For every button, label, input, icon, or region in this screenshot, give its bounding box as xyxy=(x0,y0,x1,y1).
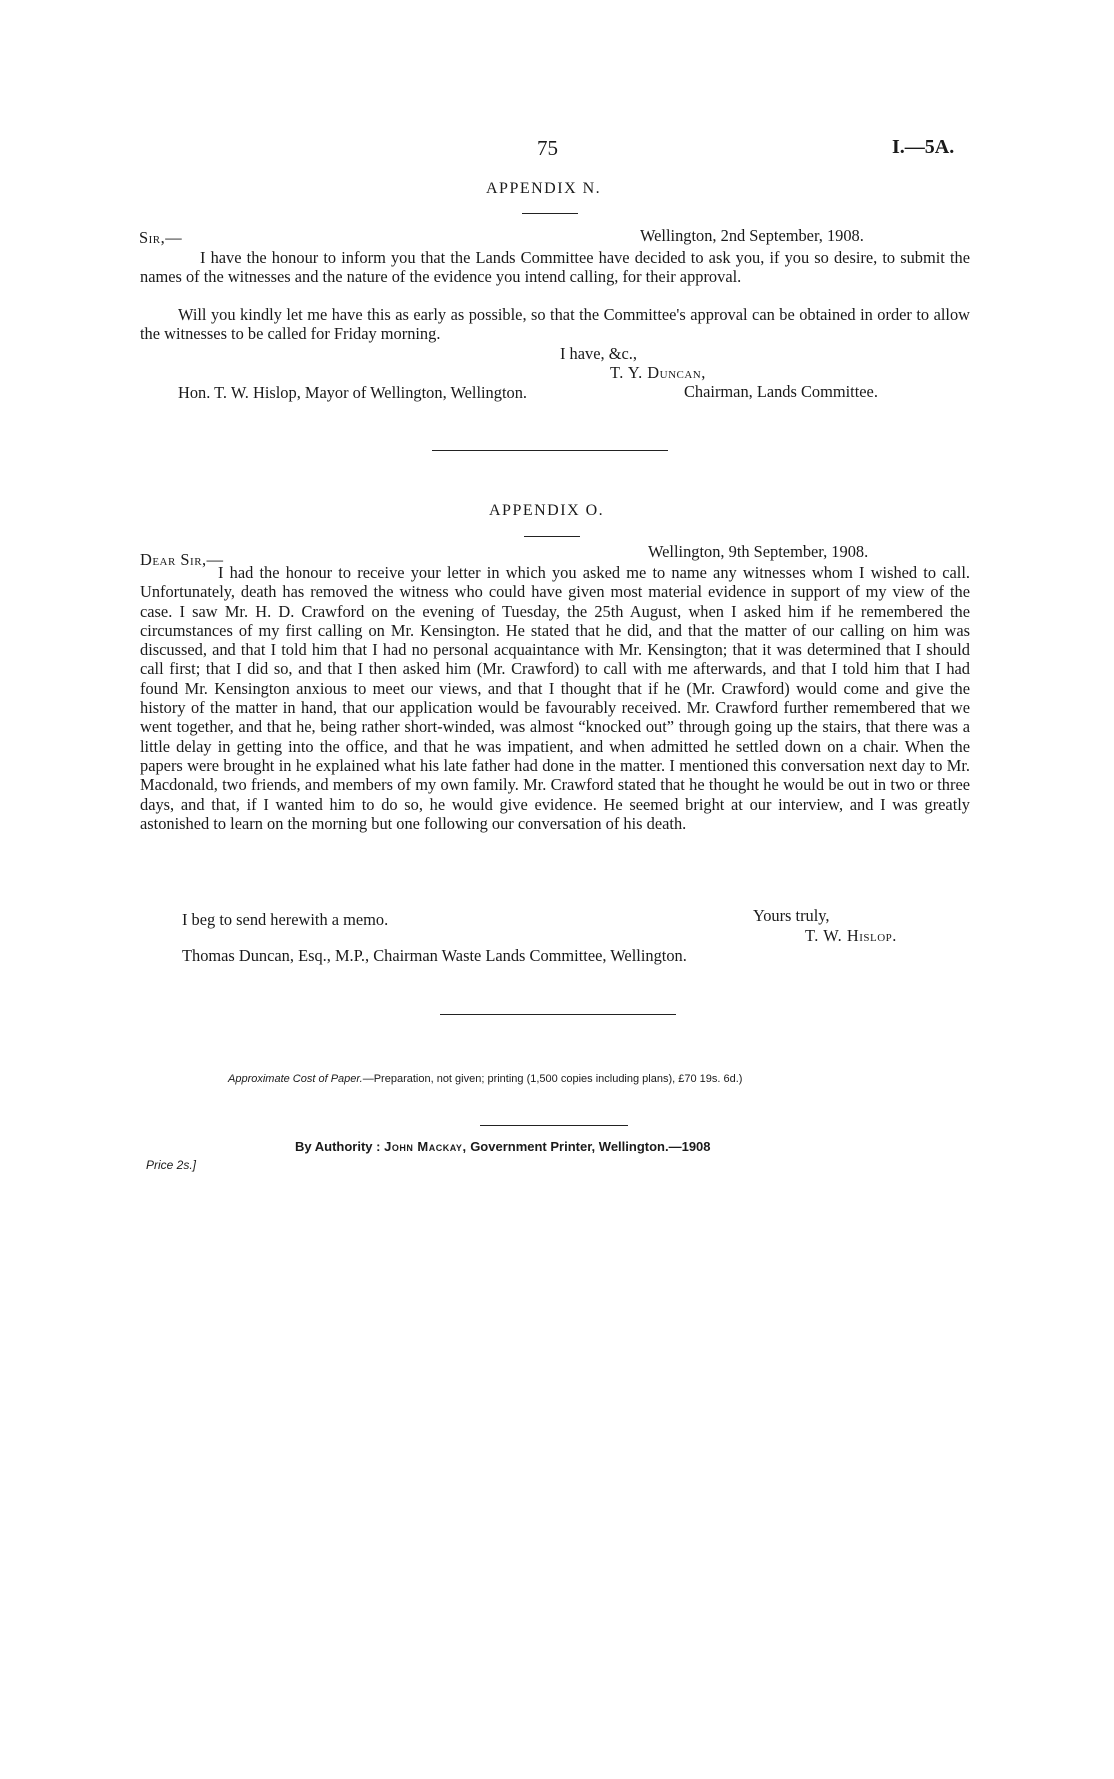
appendix-o-paragraph: I had the honour to receive your letter in which you asked me to name any witnesses whom I wished to call. Unfortunately, death has removed the witness who could have given most material evidence in support of my view of the case. I saw Mr. H. D. Crawford on the evening of Tuesday, the 25th August, when I asked him if he remembered the circumstances of my first calling on Mr. Kensington. He stated that he did, and that the matter of our calling on him was discussed, and that I told him that I had no personal acquaintance with Mr. Kensington; that it was determined that I should call first; that I did so, and that I then asked him (Mr. Crawford) to call with me afterwards, and that I told him that I had found Mr. Kensington anxious to meet our views, and that I thought that if he (Mr. Crawford) would come and give the history of the matter in hand, that our application would be favourably received. Mr. Crawford further remembered that we went together, and that he, being rather short-winded, was almost “knocked out” through going up the stairs, that there was a little delay in getting into the office, and that he was impatient, and when admitted he settled down on a chair. When the papers were brought in he explained what his late father had done in the matter. I mentioned this conversation next day to Mr. Macdonald, two friends, and members of my own family. Mr. Crawford stated that he thought he would be out in two or three days, and that, if I wanted him to do so, he would give evidence. He seemed bright at our interview, and I was greatly astonished to learn on the morning but one following our conversation of his death. xyxy=(140,563,970,833)
appendix-o-salutation: Dear Sir,— xyxy=(140,550,224,569)
appendix-n-paragraph-2: Will you kindly let me have this as early as possible, so that the Committee's approval can be obtained in order to allow the witnesses to be called for Friday morning. xyxy=(140,305,970,344)
appendix-o-title-rule xyxy=(524,536,580,537)
appendix-o-date: Wellington, 9th September, 1908. xyxy=(648,542,869,561)
cost-of-paper-note xyxy=(228,1073,742,1085)
section-divider-1 xyxy=(432,450,668,451)
cost-of-paper-label: Approximate Cost of Paper. xyxy=(228,1073,363,1085)
price-note: Price 2s.] xyxy=(146,1158,197,1172)
appendix-n-closing: I have, &c., xyxy=(560,344,637,363)
authority-suffix: Government Printer, Wellington.—1908 xyxy=(470,1139,711,1154)
printer-name: John Mackay, xyxy=(384,1139,467,1154)
footer-divider xyxy=(480,1125,628,1126)
appendix-n-title-rule xyxy=(522,213,578,214)
appendix-o-addressee: Thomas Duncan, Esq., M.P., Chairman Waste Lands Committee, Wellington. xyxy=(182,946,687,965)
appendix-n-signer-title: Chairman, Lands Committee. xyxy=(684,382,878,401)
document-reference: I.—5A. xyxy=(892,136,955,158)
appendix-o-title: APPENDIX O. xyxy=(489,502,605,519)
appendix-o-signature: T. W. Hislop. xyxy=(805,926,897,945)
section-divider-2 xyxy=(440,1014,676,1015)
cost-of-paper-text: —Preparation, not given; printing (1,500 copies including plans), £70 19s. 6d.) xyxy=(362,1073,743,1085)
appendix-n-salutation: Sir,— xyxy=(139,228,183,247)
appendix-n-title: APPENDIX N. xyxy=(486,180,602,197)
authority-prefix: By Authority : xyxy=(295,1139,381,1154)
appendix-n-signature: T. Y. Duncan, xyxy=(610,363,706,382)
appendix-n-paragraph-1: I have the honour to inform you that the Lands Committee have decided to ask you, if you so desire, to submit the names of the witnesses and the nature of the evidence you intend calling, for their approval. xyxy=(140,248,970,287)
authority-line xyxy=(295,1139,711,1154)
appendix-n-addressee: Hon. T. W. Hislop, Mayor of Wellington, Wellington. xyxy=(178,383,527,402)
appendix-n-date: Wellington, 2nd September, 1908. xyxy=(640,226,864,245)
appendix-o-closing: Yours truly, xyxy=(753,906,830,925)
appendix-o-memo-line: I beg to send herewith a memo. xyxy=(182,910,389,929)
page-number: 75 xyxy=(537,136,558,160)
